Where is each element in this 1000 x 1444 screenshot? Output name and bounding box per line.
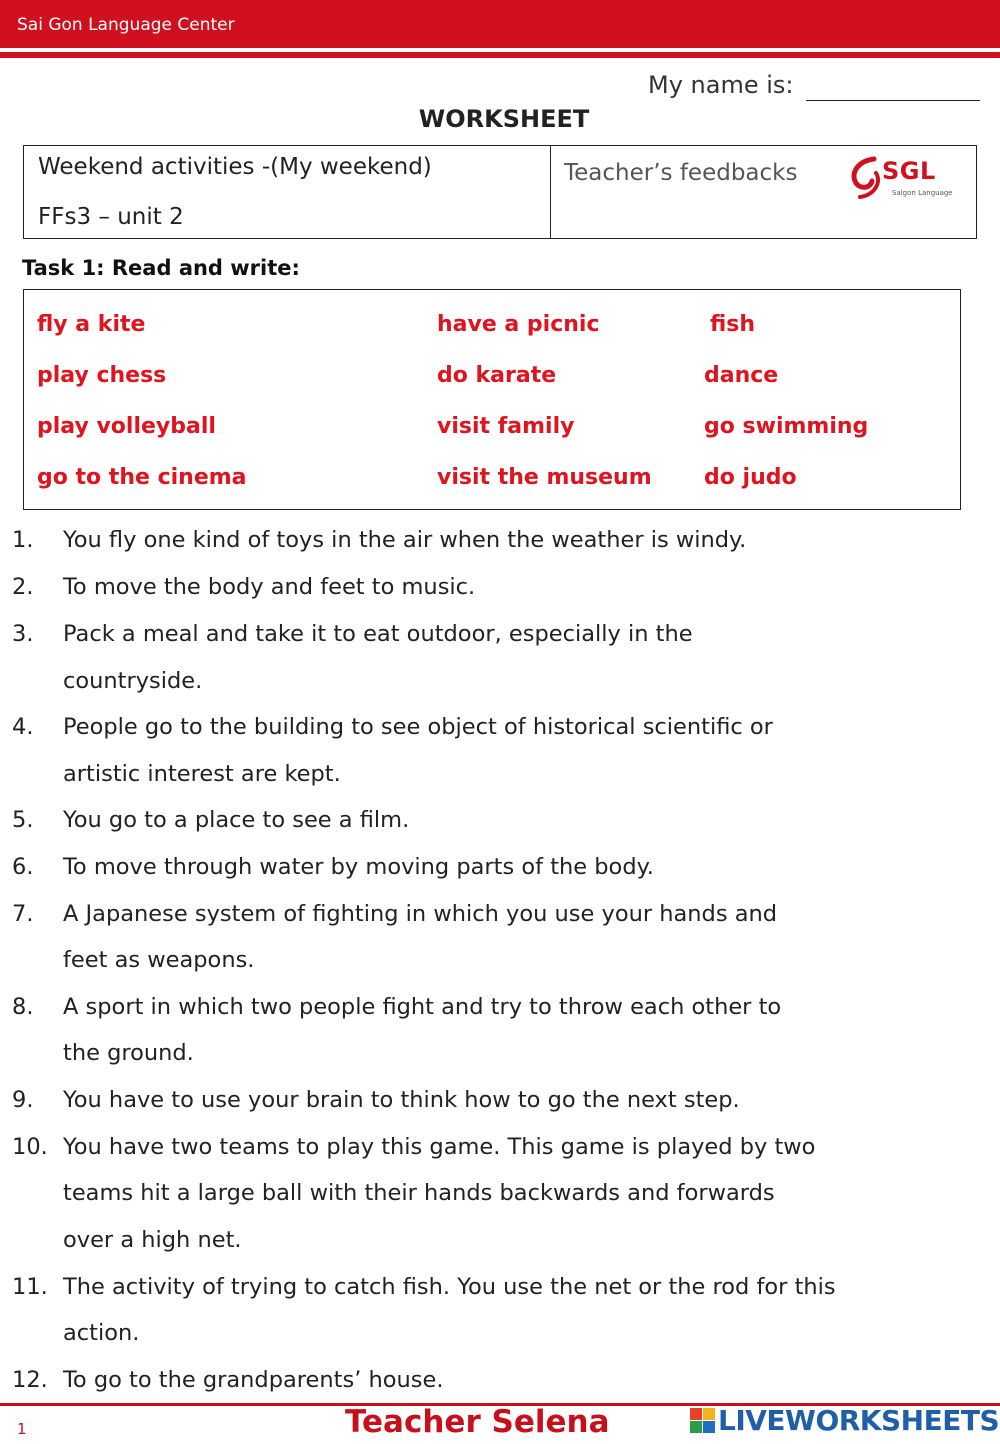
question-text: You go to a place to see a film.: [63, 807, 410, 833]
question-number: 1.: [12, 527, 34, 553]
topic-text: Weekend activities -(My weekend): [38, 154, 432, 180]
sgl-logo: [844, 153, 954, 203]
feedback-label: Teacher’s feedbacks: [564, 160, 798, 186]
logo-subtext: Saigon Language: [892, 189, 953, 197]
word-item: do judo: [704, 465, 797, 490]
word-item: have a picnic: [437, 312, 600, 337]
unit-text: FFs3 – unit 2: [38, 204, 184, 230]
question-text: artistic interest are kept.: [63, 761, 341, 787]
word-item: go to the cinema: [37, 465, 247, 490]
question-text: countryside.: [63, 668, 203, 694]
name-input-line[interactable]: [806, 100, 980, 101]
question-number: 4.: [12, 714, 34, 740]
question-number: 2.: [12, 574, 34, 600]
page-number: 1: [17, 1420, 27, 1438]
question-text: To move the body and feet to music.: [63, 574, 476, 600]
header-bar: [0, 0, 1000, 48]
question-text: People go to the building to see object of historical scientific or: [63, 714, 773, 740]
header-rule: [0, 52, 1000, 58]
word-item: dance: [704, 363, 779, 388]
question-number: 8.: [12, 994, 34, 1020]
word-item: play chess: [37, 363, 167, 388]
word-item: go swimming: [704, 414, 869, 439]
question-number: 6.: [12, 854, 34, 880]
question-number: 10.: [12, 1134, 48, 1160]
liveworksheets-brand: LIVEWORKSHEETS: [718, 1404, 1000, 1437]
info-box: [23, 145, 977, 239]
question-text: teams hit a large ball with their hands backwards and forwards: [63, 1180, 775, 1206]
word-item: fly a kite: [37, 312, 146, 337]
question-text: over a high net.: [63, 1227, 242, 1253]
sgl-logo-icon: [846, 155, 886, 201]
word-item: do karate: [437, 363, 557, 388]
center-name: Sai Gon Language Center: [17, 15, 235, 35]
question-text: You have two teams to play this game. This game is played by two: [63, 1134, 816, 1160]
teacher-name: Teacher Selena: [345, 1404, 610, 1440]
question-text: You fly one kind of toys in the air when the weather is windy.: [63, 527, 747, 553]
question-text: the ground.: [63, 1040, 194, 1066]
word-box: [23, 289, 961, 510]
word-item: play volleyball: [37, 414, 216, 439]
word-item: fish: [710, 312, 756, 337]
worksheet-title: WORKSHEET: [418, 105, 590, 133]
question-number: 11.: [12, 1274, 48, 1300]
liveworksheets-icon: [690, 1408, 716, 1434]
word-item: visit family: [437, 414, 575, 439]
question-text: A Japanese system of fighting in which you use your hands and: [63, 901, 778, 927]
word-item: visit the museum: [437, 465, 652, 490]
logo-text: SGL: [882, 157, 936, 185]
question-number: 5.: [12, 807, 34, 833]
question-text: The activity of trying to catch fish. You use the net or the rod for this: [63, 1274, 836, 1300]
question-text: To move through water by moving parts of the body.: [63, 854, 654, 880]
question-text: action.: [63, 1320, 140, 1346]
question-number: 3.: [12, 621, 34, 647]
question-number: 7.: [12, 901, 34, 927]
question-text: You have to use your brain to think how to go the next step.: [63, 1087, 740, 1113]
my-name-label: My name is:: [648, 71, 794, 99]
question-number: 12.: [12, 1367, 48, 1393]
question-text: feet as weapons.: [63, 947, 255, 973]
task-title: Task 1: Read and write:: [22, 256, 300, 280]
info-divider: [550, 146, 551, 238]
question-number: 9.: [12, 1087, 34, 1113]
question-text: A sport in which two people fight and try to throw each other to: [63, 994, 782, 1020]
question-text: Pack a meal and take it to eat outdoor, especially in the: [63, 621, 693, 647]
question-text: To go to the grandparents’ house.: [63, 1367, 444, 1393]
